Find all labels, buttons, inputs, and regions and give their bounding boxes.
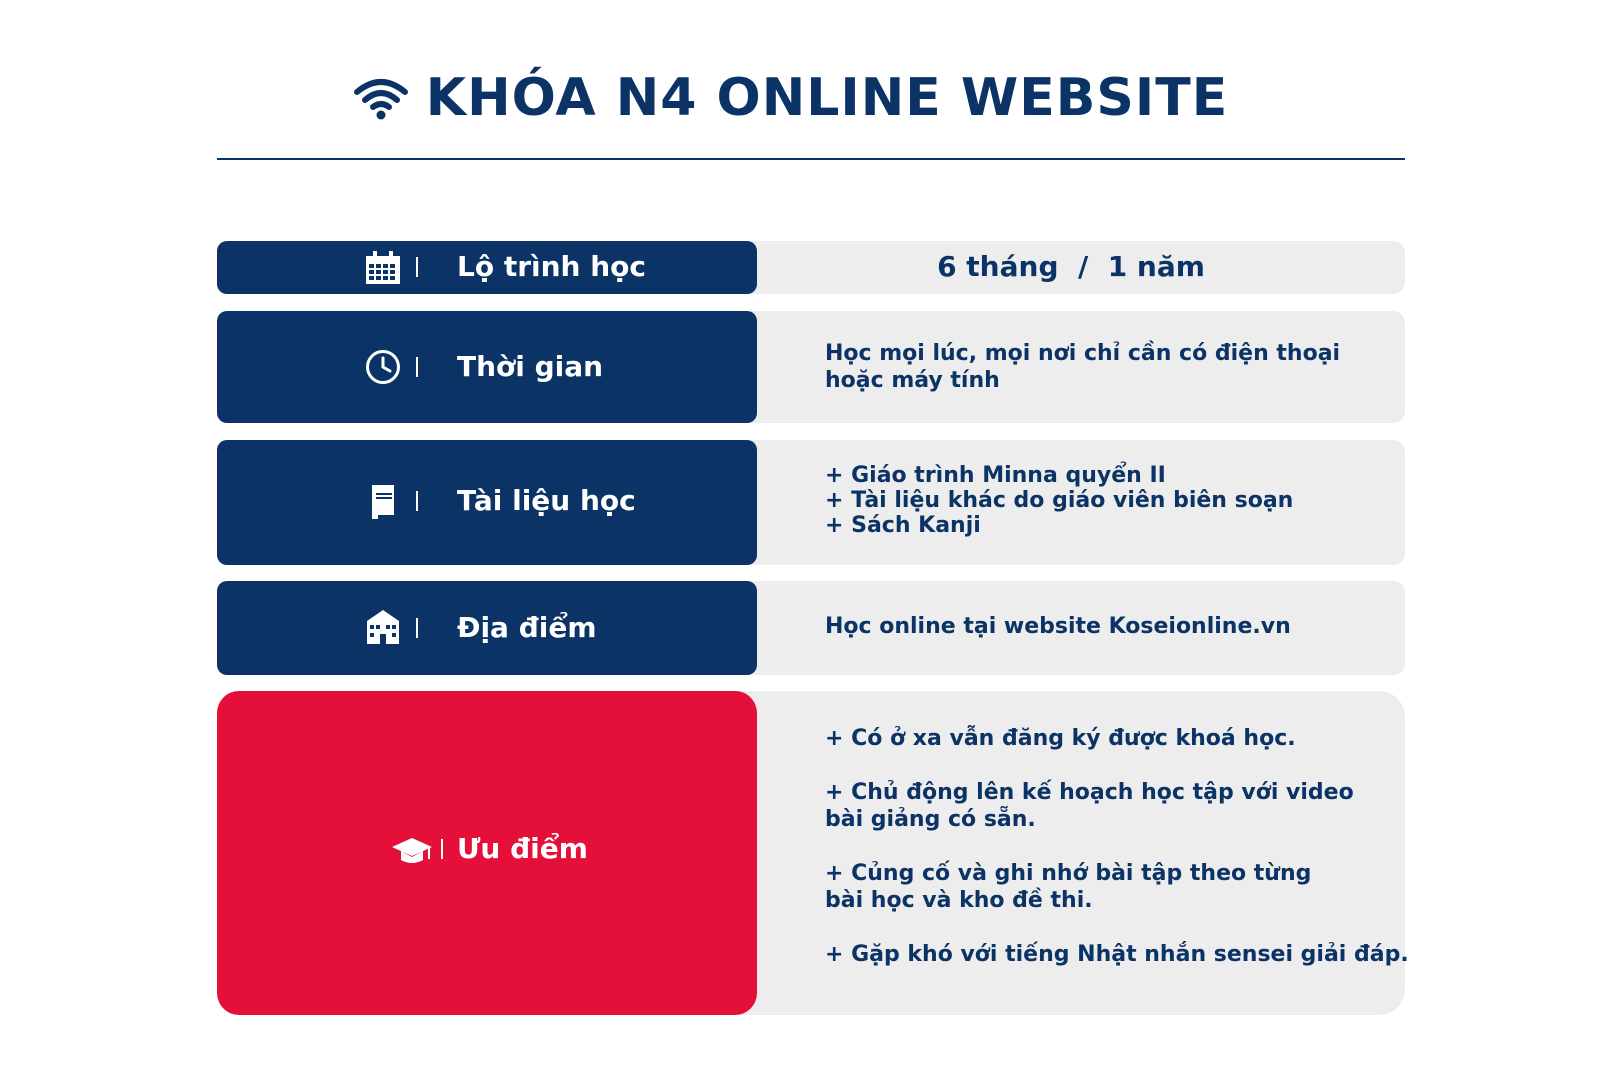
page-title: KHÓA N4 ONLINE WEBSITE (425, 68, 1229, 128)
row-value-panel (737, 311, 1405, 423)
row-value-panel (737, 581, 1405, 675)
title-divider (217, 158, 1405, 160)
row-label: Địa điểm (457, 611, 597, 644)
row-value-text (825, 725, 1409, 968)
text-line: + Chủ động lên kế hoạch học tập với video (825, 780, 1354, 805)
text-line: + Tài liệu khác do giáo viên biên soạn (825, 488, 1294, 513)
row-label-panel (217, 691, 757, 1015)
info-row-advantages (217, 691, 1409, 1015)
text-line: + Có ở xa vẫn đăng ký được khoá học. (825, 726, 1296, 751)
text-line: + Giáo trình Minna quyển II (825, 463, 1166, 488)
icon-separator (416, 618, 418, 638)
row-label-panel (217, 311, 757, 423)
row-value-text (825, 340, 1340, 394)
text-line: Học online tại website Koseionline.vn (825, 614, 1291, 639)
text-line: hoặc máy tính (825, 368, 1000, 393)
text-line: Học mọi lúc, mọi nơi chỉ cần có điện thoại (825, 341, 1341, 366)
info-row-duration (217, 241, 1405, 294)
calendar-icon (365, 250, 401, 286)
page-header (0, 68, 1612, 128)
icon-separator (416, 257, 418, 277)
wifi-icon (354, 76, 408, 120)
row-value-text (825, 613, 1291, 640)
row-label-panel (217, 581, 757, 675)
clock-icon (365, 349, 401, 385)
icon-separator (416, 357, 418, 377)
row-value-panel (737, 440, 1405, 565)
row-label: Lộ trình học (457, 250, 646, 283)
row-label: Tài liệu học (457, 484, 636, 517)
text-line: + Sách Kanji (825, 513, 981, 538)
graduation-cap-icon (391, 833, 433, 869)
row-label: Ưu điểm (457, 832, 588, 865)
row-label: Thời gian (457, 350, 604, 383)
info-row-location (217, 581, 1405, 675)
row-value: 6 tháng / 1 năm (937, 250, 1205, 283)
icon-separator (441, 839, 443, 859)
row-label-panel (217, 241, 757, 294)
text-line: bài học và kho đề thi. (825, 888, 1093, 913)
text-line: + Củng cố và ghi nhớ bài tập theo từng (825, 861, 1312, 886)
info-row-time (217, 311, 1405, 423)
icon-separator (416, 491, 418, 511)
row-label-panel (217, 440, 757, 565)
row-value-text (825, 463, 1293, 538)
book-icon (365, 484, 401, 520)
school-building-icon (365, 609, 401, 645)
text-line: bài giảng có sẵn. (825, 807, 1036, 832)
text-line: + Gặp khó với tiếng Nhật nhắn sensei giải đáp. (825, 942, 1409, 967)
row-value-panel (737, 691, 1409, 1015)
info-row-materials (217, 440, 1405, 565)
